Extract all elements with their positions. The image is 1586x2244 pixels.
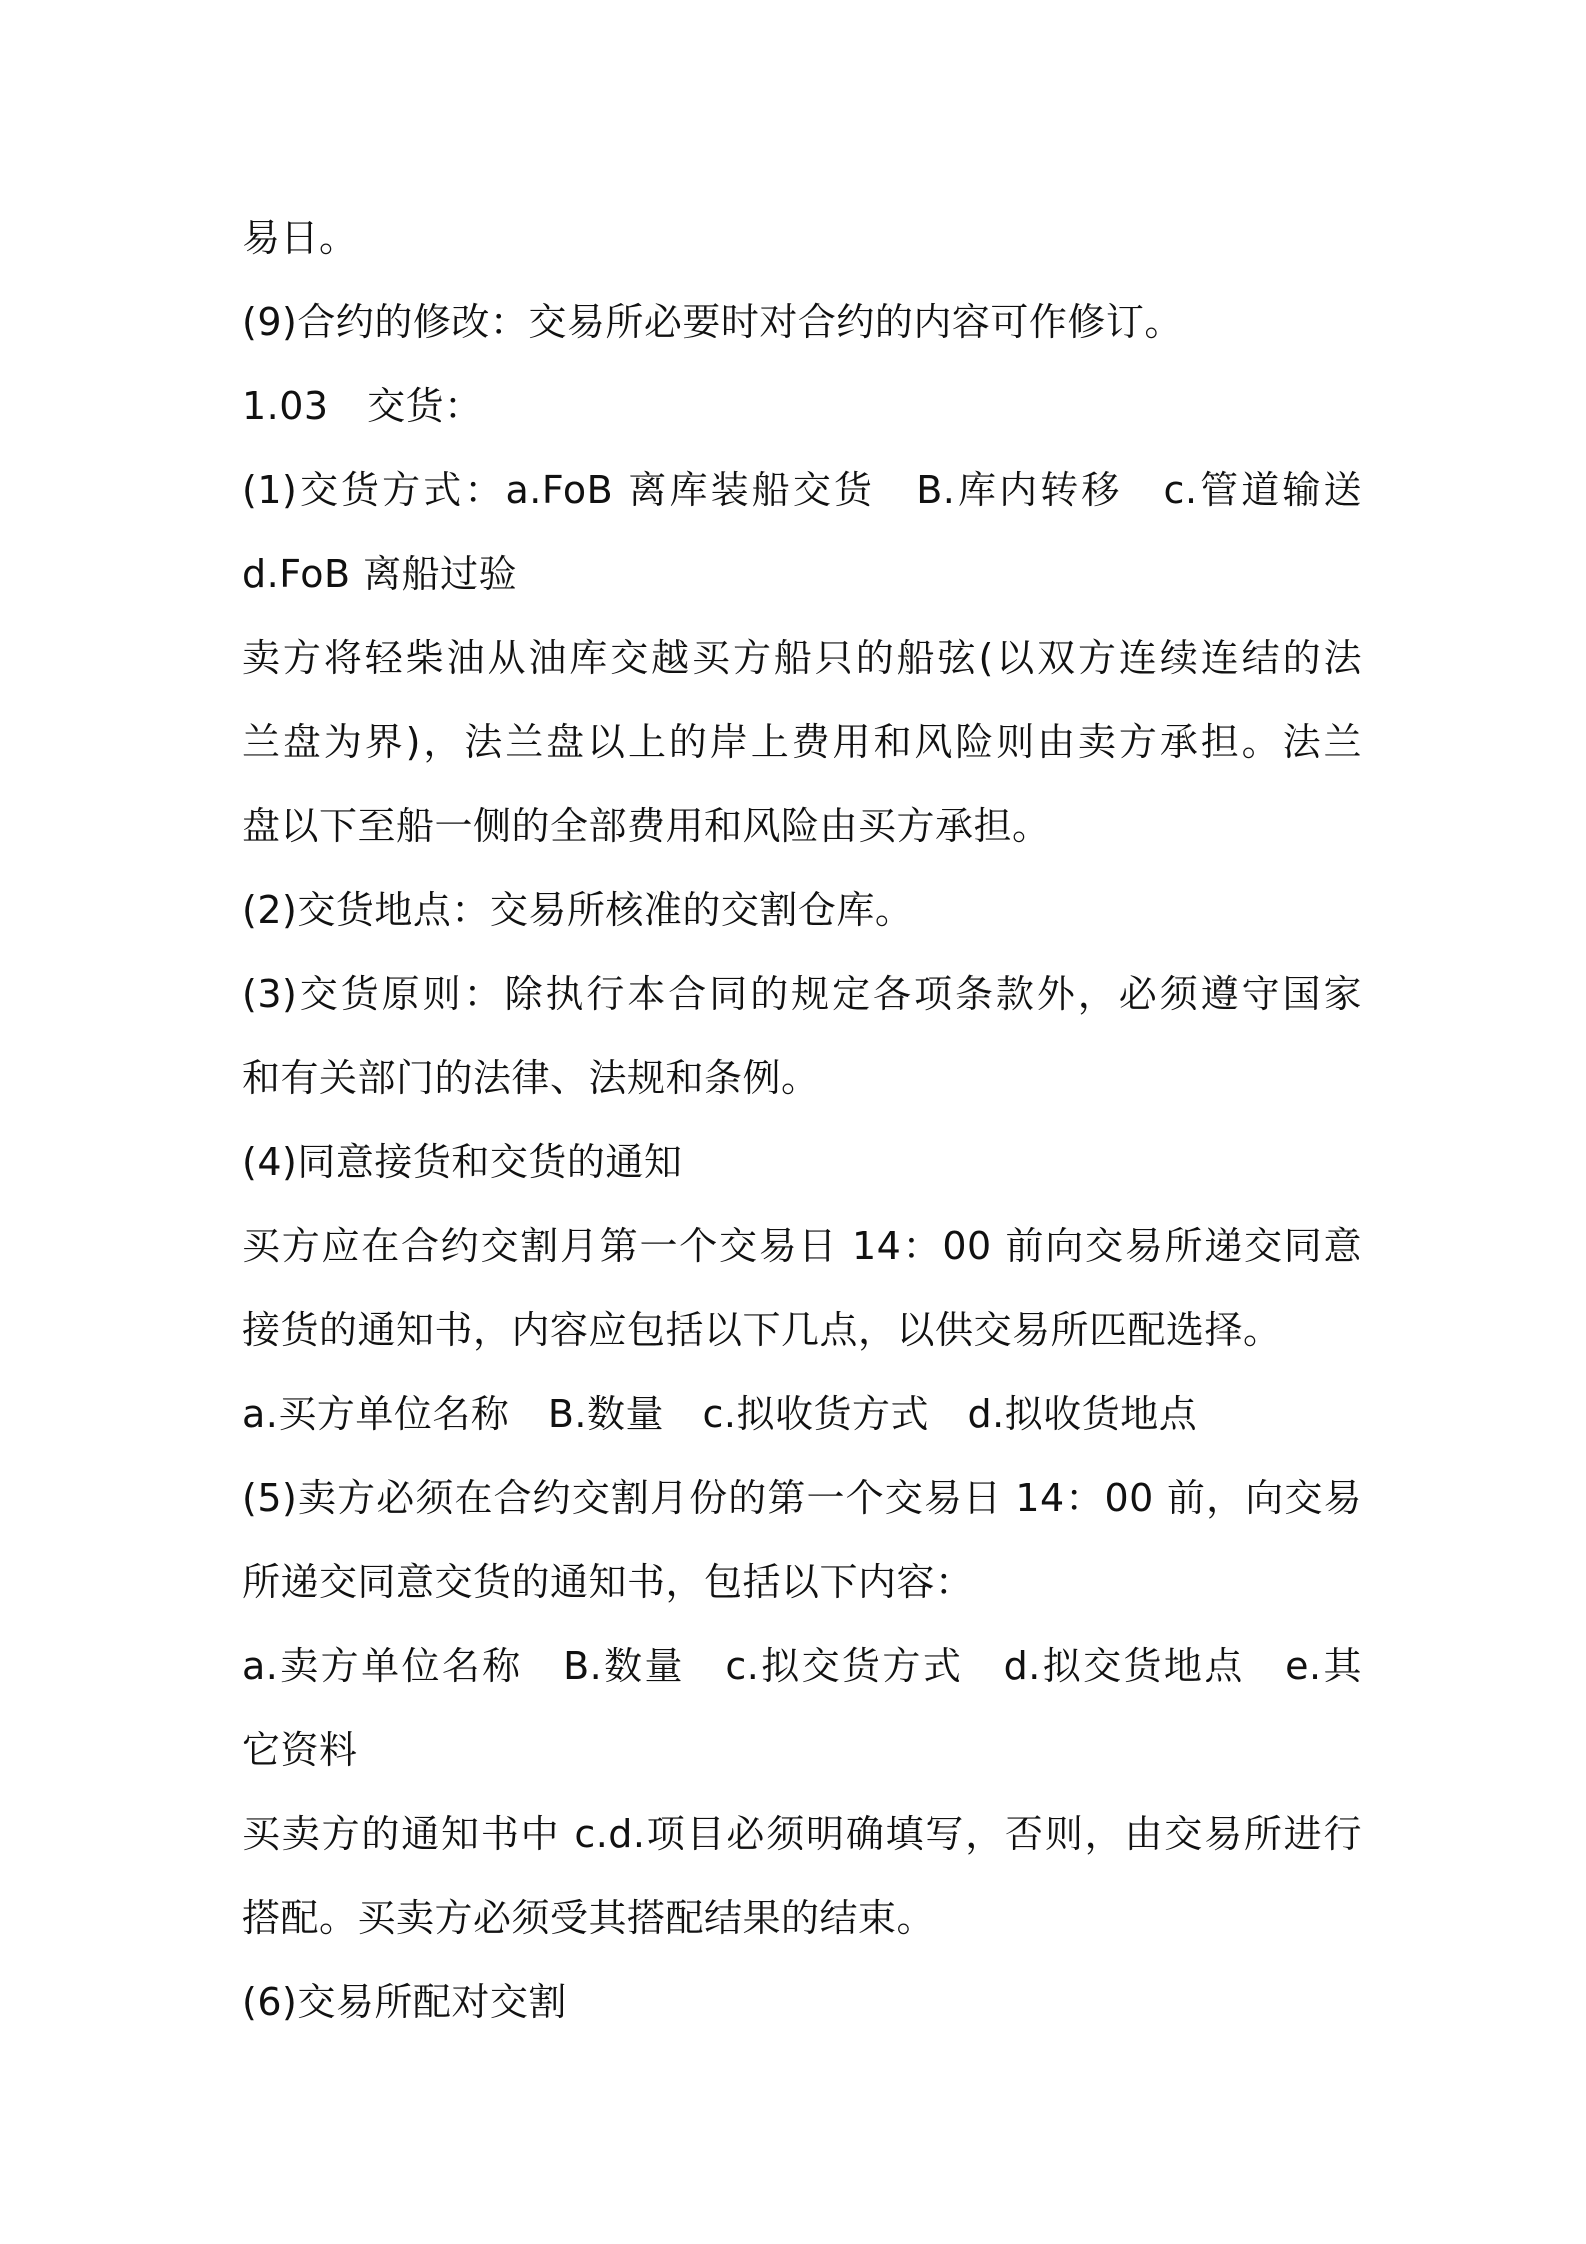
text-line: 兰盘为界)，法兰盘以上的岸上费用和风险则由卖方承担。法兰 (242, 720, 1362, 764)
text-line: a.买方单位名称 B.数量 c.拟收货方式 d.拟收货地点 (242, 1392, 1198, 1436)
text-line: 卖方将轻柴油从油库交越买方船只的船弦(以双方连续连结的法 (242, 636, 1362, 680)
text-line: 和有关部门的法律、法规和条例。 (242, 1056, 820, 1100)
text-line: 盘以下至船一侧的全部费用和风险由买方承担。 (242, 804, 1051, 848)
text-line: 它资料 (242, 1728, 358, 1772)
text-line: a.卖方单位名称 B.数量 c.拟交货方式 d.拟交货地点 e.其 (242, 1644, 1362, 1688)
text-line: 接货的通知书，内容应包括以下几点，以供交易所匹配选择。 (242, 1308, 1282, 1352)
text-line: 所递交同意交货的通知书，包括以下内容： (242, 1560, 974, 1604)
text-line: (4)同意接货和交货的通知 (242, 1140, 683, 1184)
text-line: (9)合约的修改：交易所必要时对合约的内容可作修订。 (242, 300, 1183, 344)
text-line: d.FoB 离船过验 (242, 552, 518, 596)
text-line: (2)交货地点：交易所核准的交割仓库。 (242, 888, 914, 932)
text-line: (1)交货方式：a.FoB 离库装船交货 B.库内转移 c.管道输送 (242, 468, 1362, 512)
section-heading: 1.03 交货： (242, 384, 483, 428)
text-line: 搭配。买卖方必须受其搭配结果的结束。 (242, 1896, 936, 1940)
document-body (242, 196, 1362, 2044)
text-line: (5)卖方必须在合约交割月份的第一个交易日 14：00 前，向交易 (242, 1476, 1362, 1520)
text-line: 买卖方的通知书中 c.d.项目必须明确填写，否则，由交易所进行 (242, 1812, 1362, 1856)
text-line: (6)交易所配对交割 (242, 1980, 567, 2024)
text-line: 易日。 (242, 216, 358, 260)
text-line: (3)交货原则：除执行本合同的规定各项条款外，必须遵守国家 (242, 972, 1362, 1016)
text-line: 买方应在合约交割月第一个交易日 14：00 前向交易所递交同意 (242, 1224, 1362, 1268)
